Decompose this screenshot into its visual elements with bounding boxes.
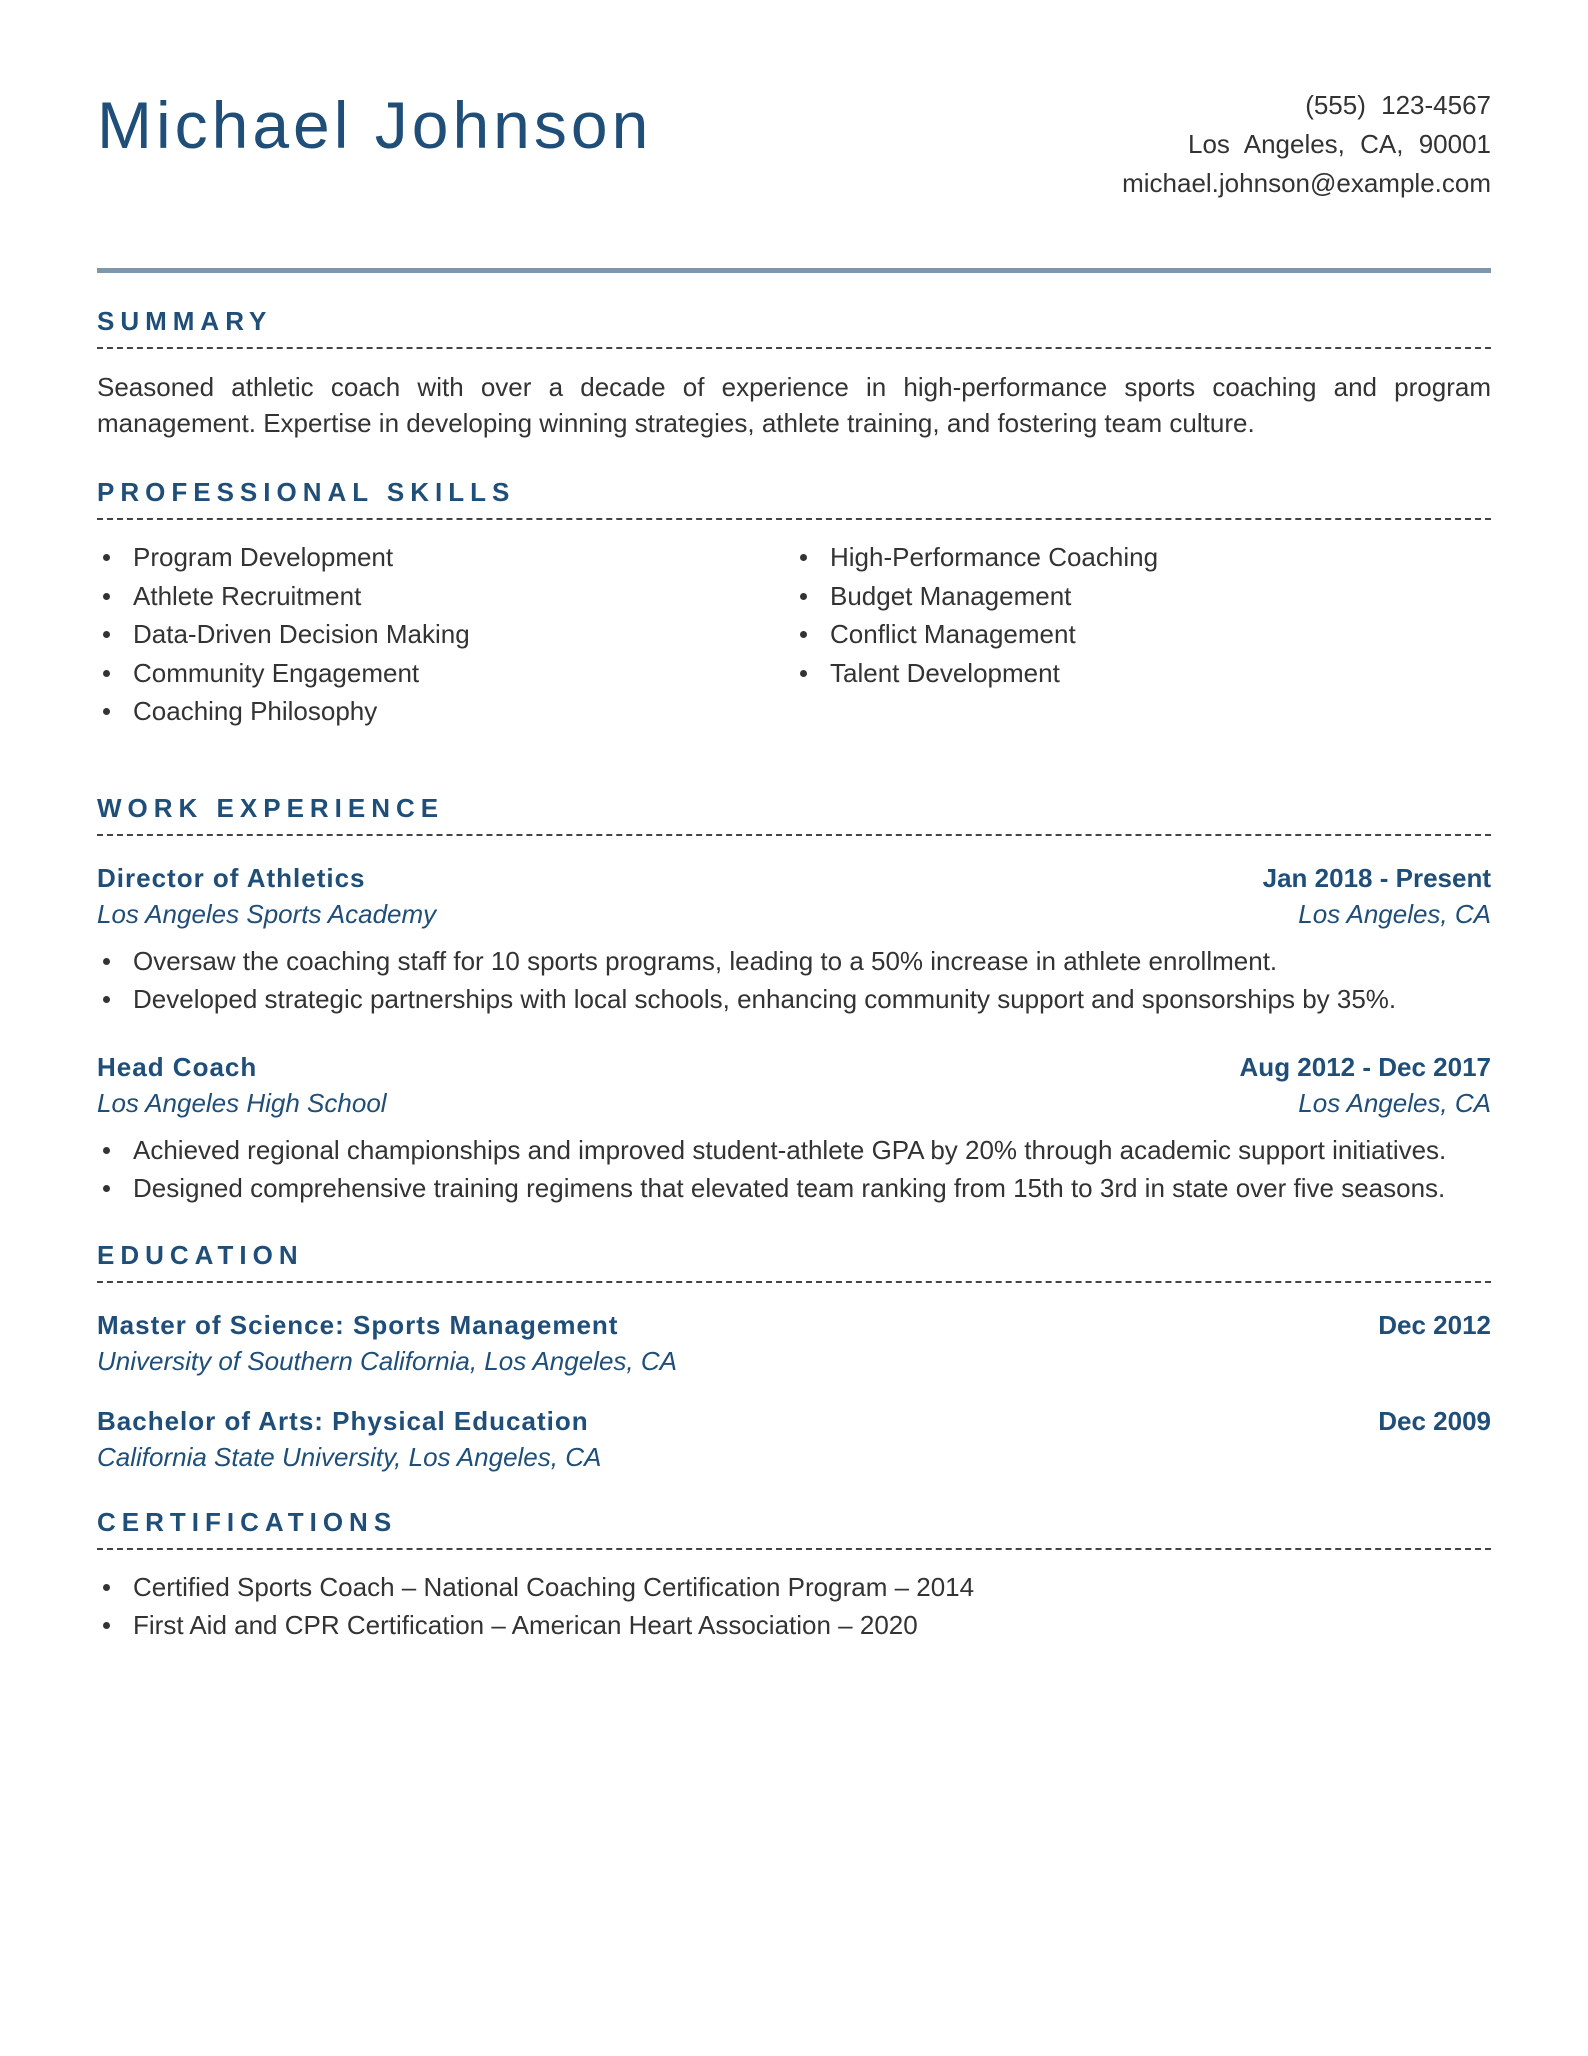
degree-date: Dec 2009 — [1378, 1405, 1491, 1436]
degree: Master of Science: Sports Management — [97, 1309, 619, 1340]
job-bullet: Designed comprehensive training regimens that elevated team ranking from 15th to 3rd in state over five seasons. — [97, 1169, 1491, 1208]
job-organization: Los Angeles High School — [97, 1087, 387, 1118]
summary-heading: SUMMARY — [97, 308, 1491, 349]
certification-item: Certified Sports Coach – National Coaching Certification Program – 2014 — [97, 1568, 1491, 1607]
skills-section — [97, 479, 1491, 731]
skills-columns — [97, 538, 1491, 731]
summary-section — [97, 308, 1491, 441]
summary-text: Seasoned athletic coach with over a decade of experience in high-performance sports coaching and program management. Expertise in developing winning strategies, athlete training, and fostering team culture. — [97, 372, 1491, 438]
skill-item: Coaching Philosophy — [97, 692, 794, 731]
skill-item: Program Development — [97, 538, 794, 577]
certifications-section — [97, 1506, 1491, 1645]
certifications-heading: CERTIFICATIONS — [97, 1509, 1491, 1550]
job-bullet: Achieved regional championships and improved student-athlete GPA by 20% through academic support initiatives. — [97, 1131, 1491, 1170]
skill-item: Talent Development — [794, 654, 1491, 693]
skills-heading: PROFESSIONAL SKILLS — [97, 479, 1491, 520]
education-heading: EDUCATION — [97, 1242, 1491, 1283]
experience-heading: WORK EXPERIENCE — [97, 795, 1491, 836]
job-organization: Los Angeles Sports Academy — [97, 898, 437, 929]
job-date: Aug 2012 - Dec 2017 — [1239, 1051, 1491, 1082]
job-title: Director of Athletics — [97, 862, 366, 893]
school: California State University, Los Angeles, CA — [97, 1441, 602, 1472]
job-entry — [97, 1049, 1491, 1208]
skills-left-list — [97, 538, 794, 731]
skill-item: Data-Driven Decision Making — [97, 615, 794, 654]
certification-item: First Aid and CPR Certification – American Heart Association – 2020 — [97, 1606, 1491, 1645]
job-location: Los Angeles, CA — [1298, 898, 1491, 929]
degree: Bachelor of Arts: Physical Education — [97, 1405, 589, 1436]
experience-section — [97, 792, 1491, 1208]
job-title: Head Coach — [97, 1051, 258, 1082]
skill-item: Community Engagement — [97, 654, 794, 693]
skill-item: Athlete Recruitment — [97, 577, 794, 616]
phone: (555) 123-4567 — [1305, 90, 1491, 120]
education-section — [97, 1239, 1491, 1475]
candidate-name: Michael Johnson — [97, 88, 653, 162]
skill-item: Budget Management — [794, 577, 1491, 616]
certifications-list — [97, 1568, 1491, 1645]
degree-date: Dec 2012 — [1378, 1309, 1491, 1340]
job-bullet: Oversaw the coaching staff for 10 sports programs, leading to a 50% increase in athlete enrollment. — [97, 942, 1491, 981]
job-bullets — [97, 942, 1491, 1019]
header-divider — [97, 268, 1491, 273]
email: michael.johnson@example.com — [1122, 168, 1491, 198]
job-entry — [97, 860, 1491, 1019]
job-bullets — [97, 1131, 1491, 1208]
school: University of Southern California, Los Angeles, CA — [97, 1345, 677, 1376]
skill-item: High-Performance Coaching — [794, 538, 1491, 577]
resume-header — [97, 0, 1491, 280]
job-date: Jan 2018 - Present — [1262, 862, 1491, 893]
contact-block — [1122, 86, 1491, 203]
job-bullet: Developed strategic partnerships with local schools, enhancing community support and sponsorships by 35%. — [97, 980, 1491, 1019]
education-entry — [97, 1307, 1491, 1379]
job-location: Los Angeles, CA — [1298, 1087, 1491, 1118]
skills-right-list — [794, 538, 1491, 731]
education-entry — [97, 1403, 1491, 1475]
address: Los Angeles, CA, 90001 — [1188, 129, 1491, 159]
skill-item: Conflict Management — [794, 615, 1491, 654]
